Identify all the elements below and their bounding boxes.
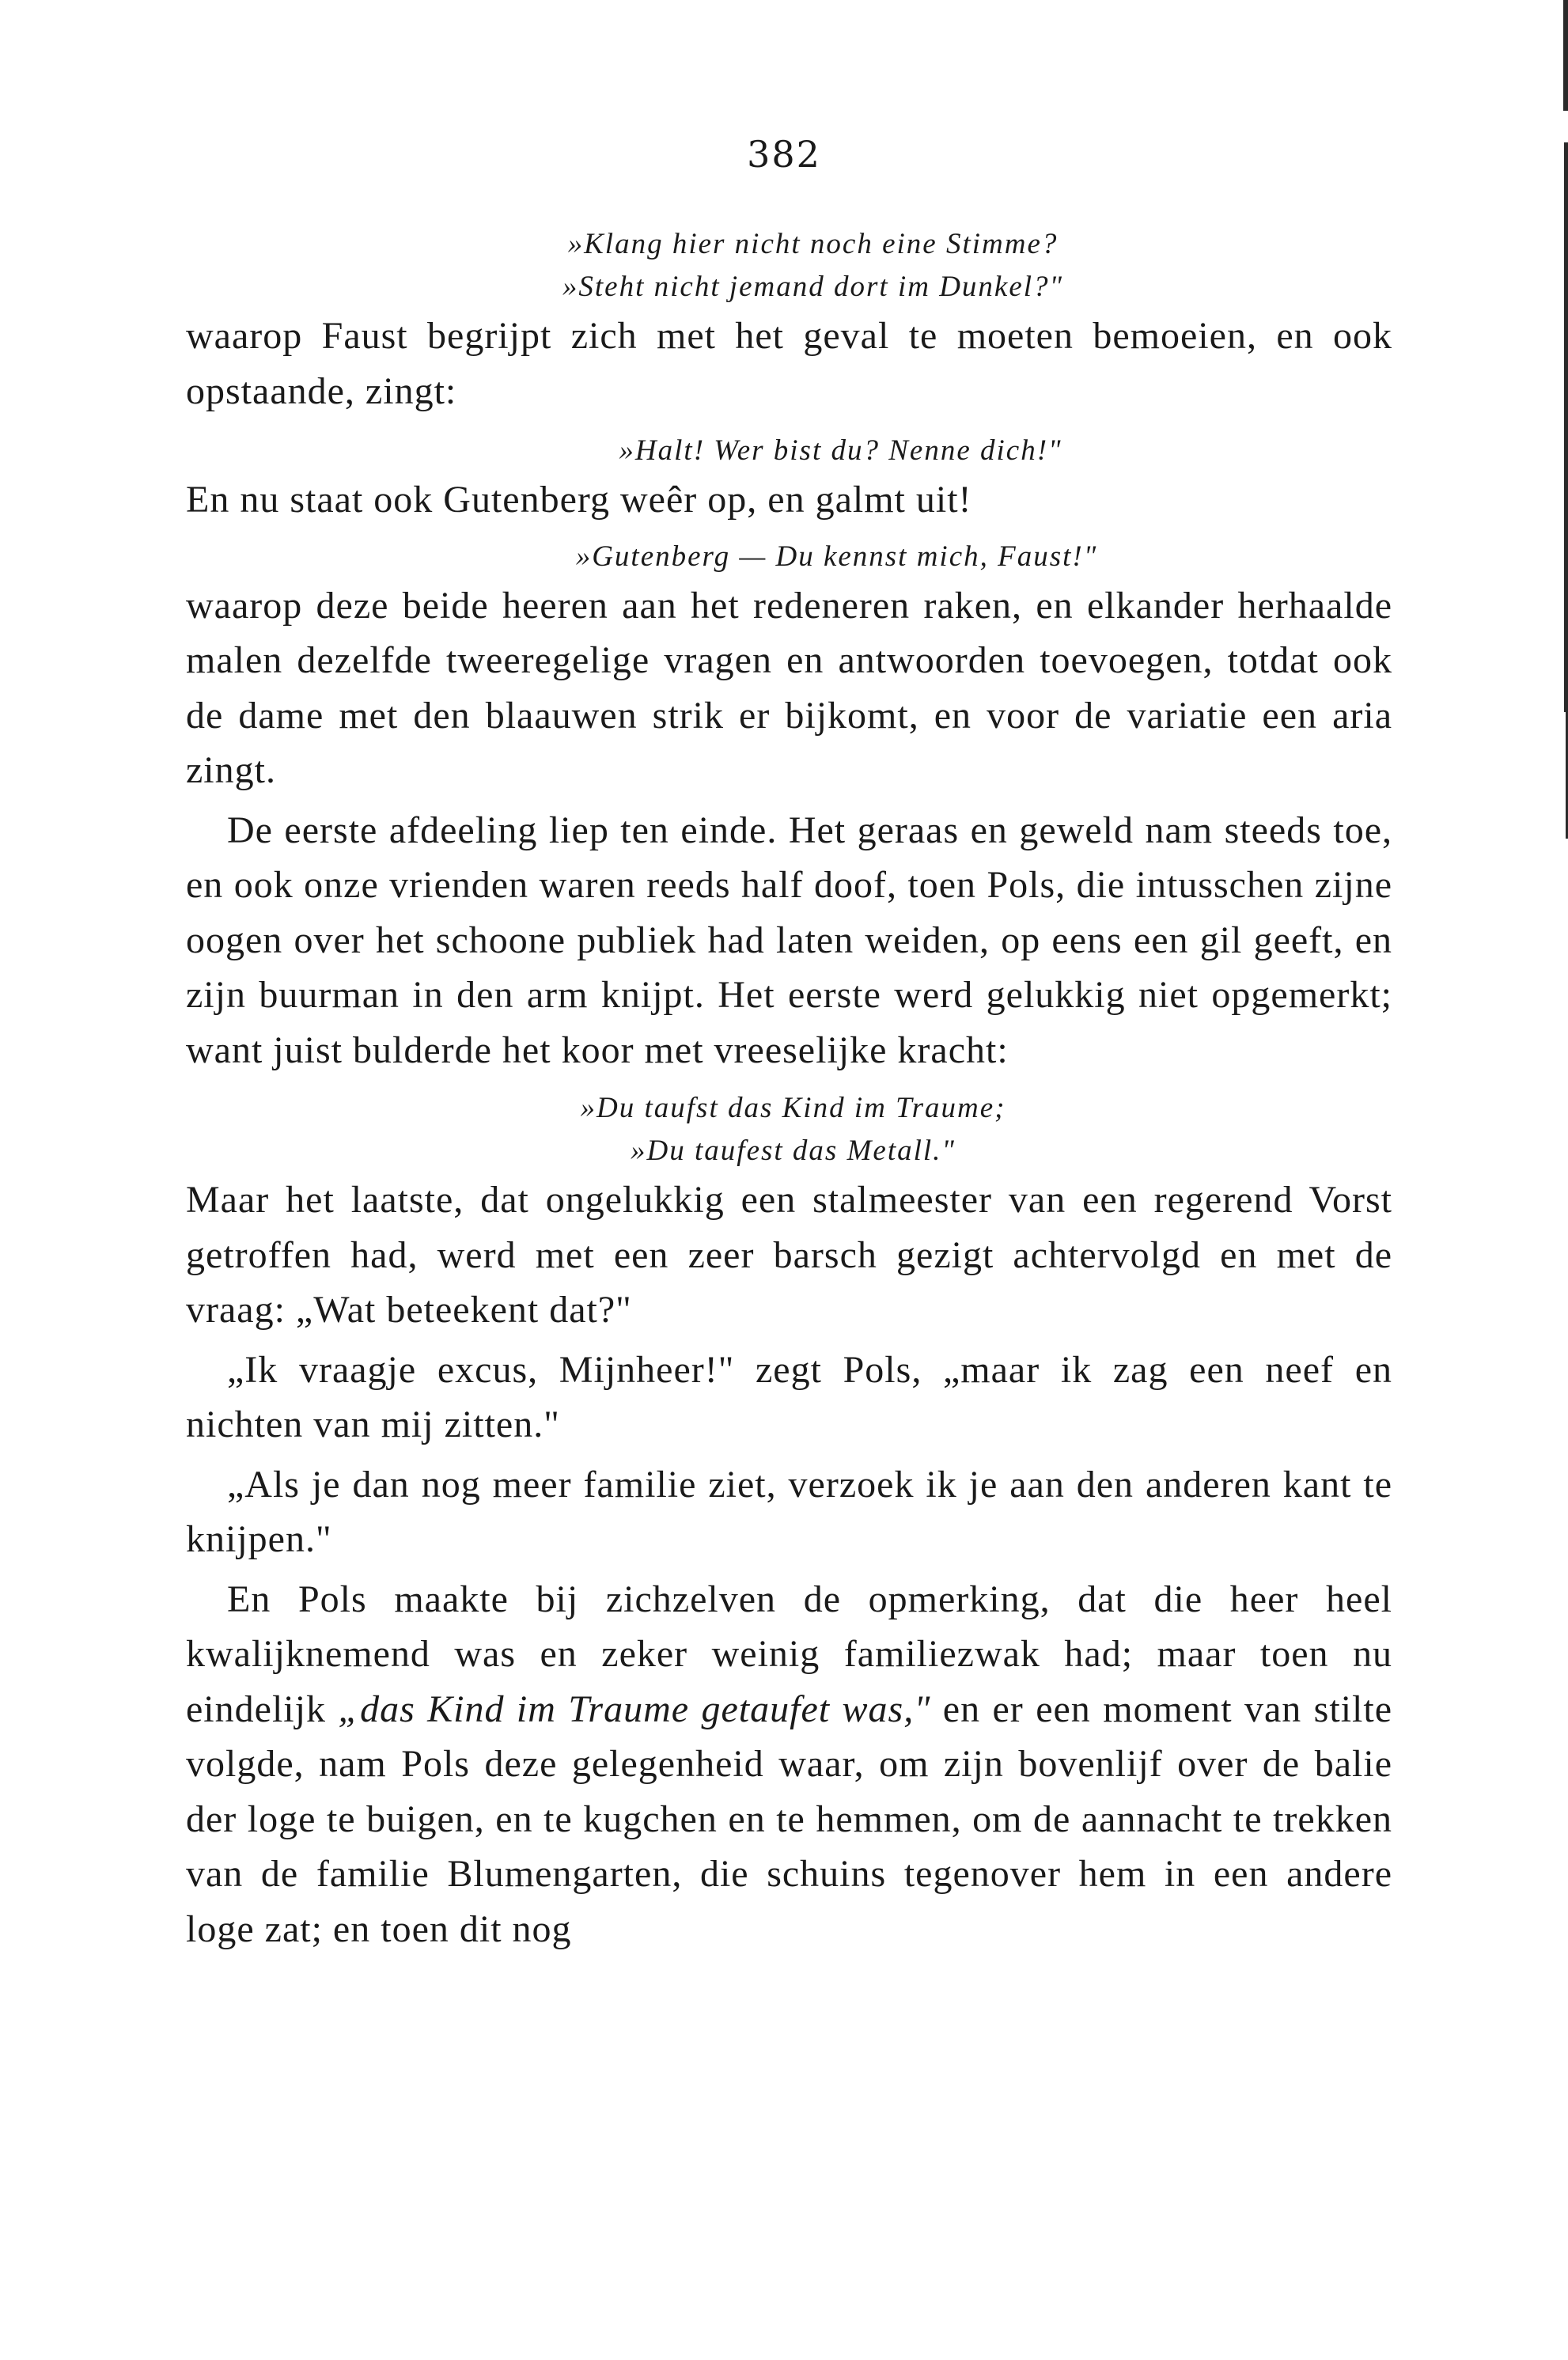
verse-line: »Du taufest das Metall."	[631, 1135, 956, 1167]
paragraph-text: en er een moment van stilte volgde, nam Pols deze gelegenheid waar, om zijn bovenlijf over de balie der loge te buigen, en te kugchen en te hemmen, om de aannacht te trekken van de familie Blumengarten, die schuins tegenover hem in een andere loge zat; en toen dit nog	[186, 1688, 1393, 1950]
verse-quote-3	[281, 536, 1392, 578]
verse-line: »Gutenberg — Du kennst mich, Faust!"	[575, 540, 1098, 573]
page-edge-shadow	[1563, 0, 1568, 111]
verse-line: »Steht nicht jemand dort im Dunkel?"	[562, 271, 1064, 303]
page-number: 382	[747, 133, 821, 176]
paragraph-familie: „Als je dan nog meer familie ziet, verzoek ik je aan den anderen kant te knijpen."	[186, 1463, 1392, 1560]
text-block	[186, 223, 1392, 1957]
paragraph-stalmeester: Maar het laatste, dat ongelukkig een stalmeester van een regerend Vorst getroffen had, werd met een zeer barsch gezigt achtervolgd en met de vraag: „Wat beteekent dat?"	[186, 1179, 1392, 1331]
verse-quote-2	[289, 430, 1392, 472]
italic-quote: „das Kind im Traume getaufet was,"	[338, 1688, 931, 1730]
verse-line: »Du taufst das Kind im Traume;	[580, 1092, 1006, 1124]
paragraph-faust: waarop Faust begrijpt zich met het geval te moeten bemoeien, en ook opstaande, zingt:	[186, 315, 1392, 412]
verse-line: »Klang hier nicht noch eine Stimme?	[567, 228, 1059, 260]
paragraph-blumengarten	[186, 1572, 1392, 1957]
paragraph-redeneren: waarop deze beide heeren aan het redeneren raken, en elkander herhaalde malen dezelfde tweeregelige vragen en antwoorden toevoegen, totdat ook de dame met den blaauwen strik er bijkomt, en voor de variatie een aria zingt.	[186, 584, 1392, 791]
paragraph-afdeeling: De eerste afdeeling liep ten einde. Het geraas en geweld nam steeds toe, en ook onze vrienden waren reeds half doof, toen Pols, die intusschen zijne oogen over het schoone publiek had laten weiden, op eens een gil geeft, en zijn buurman in den arm knijpt. Het eerste werd gelukkig niet opgemerkt; want juist bulderde het koor met vreeselijke kracht:	[186, 809, 1392, 1071]
verse-quote-4	[194, 1087, 1392, 1172]
verse-line: »Halt! Wer bist du? Nenne dich!"	[619, 434, 1062, 467]
paragraph-text: En Pols maakte bij zichzelven de opmerking, dat die heer heel kwalijknemend was en zeker weinig familiezwak had; maar toen nu eindelijk	[186, 1578, 1392, 1730]
page-edge-shadow	[1564, 142, 1568, 712]
paragraph-gutenberg: En nu staat ook Gutenberg weêr op, en galmt uit!	[186, 479, 972, 521]
paragraph-excus: „Ik vraagje excus, Mijnheer!" zegt Pols, „maar ik zag een neef en nichten van mij zitten."	[186, 1348, 1392, 1445]
verse-quote-1	[233, 223, 1392, 309]
